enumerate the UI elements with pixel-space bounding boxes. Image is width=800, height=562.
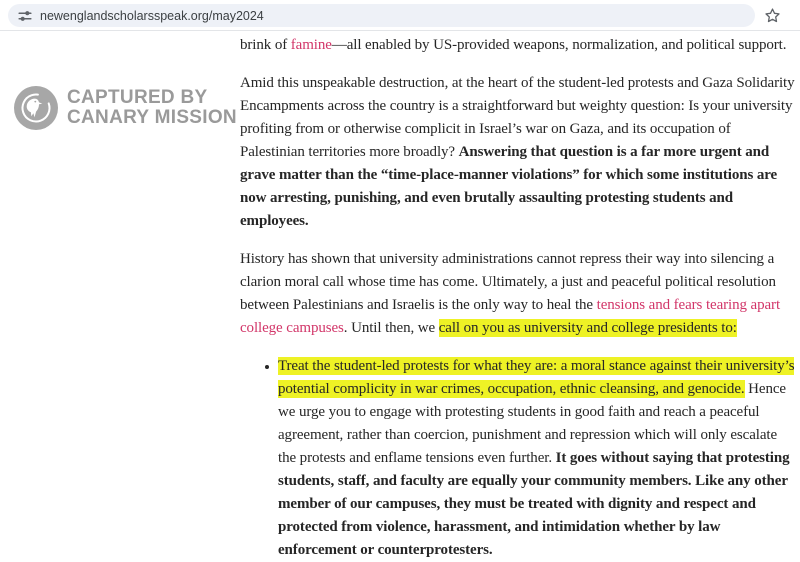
text-run: —all enabled by US-provided weapons, normalization, and political support. [331, 37, 787, 53]
text-link[interactable]: tensions and fears tearing apart college campuses [240, 297, 781, 336]
watermark-line1: CAPTURED BY [67, 87, 208, 108]
canary-mission-watermark [14, 86, 237, 130]
paragraph [240, 248, 797, 340]
article-body [240, 31, 797, 562]
bullet-text [278, 357, 794, 558]
browser-toolbar [0, 0, 800, 31]
text-run: It goes without saying that protesting students, staff, and faculty are equally your community members. Like any other member of our campuses, they must be treated with dignity and respect and protected from violence, harassment, and intimidation whether by law enforcement or counterprotesters. [278, 450, 790, 558]
text-run: Treat the student-led protests for what they are: a moral stance against their university’s potential complicity in war crimes, occupation, ethnic cleansing, and genocide. [278, 358, 795, 397]
text-run: Answering that question is a far more urgent and grave matter than the “time-place-manner violations” for which some institutions are now arresting, punishing, and even brutally assaulting protesting students and employees. [240, 144, 778, 229]
text-run: call on you as university and college presidents to: [438, 320, 737, 336]
watermark-line2: CANARY MISSION [67, 107, 237, 128]
page-content [0, 31, 800, 558]
text-link[interactable]: famine [290, 37, 332, 53]
text-run: . Until then, we [343, 320, 439, 336]
text-run: History has shown that university administrations cannot repress their way into silencing a clarion moral call whose time has come. Ultimately, a just and peaceful political resolution between Palestinians and Israelis is the only way to heal the [240, 251, 776, 313]
text-run: Hence we urge you to engage with protesting students in good faith and reach a peaceful agreement, rather than coercion, punishment and repression which will only escalate the protests and enflame tensions even further. [278, 381, 786, 466]
canary-bird-in-circle-icon [14, 86, 58, 130]
text-run: Amid this unspeakable destruction, at the heart of the student-led protests and Gaza Solidarity Encampments across the country is a straightforward but weighty question: Is your university profiting from or otherwise complicit in Israel’s war on Gaza, and its occupation of Palestinian territories more broadly? [240, 75, 795, 160]
address-bar[interactable] [8, 4, 755, 27]
paragraph [240, 34, 797, 57]
bookmark-star-icon[interactable] [764, 7, 781, 24]
tune-sliders-icon[interactable] [18, 9, 32, 23]
watermark-text [67, 88, 237, 128]
paragraph [240, 72, 797, 233]
bullet-item [240, 355, 797, 562]
url-text[interactable]: newenglandscholarsspeak.org/may2024 [40, 8, 264, 23]
text-run: brink of [240, 37, 291, 53]
bullet-dot [265, 365, 269, 369]
